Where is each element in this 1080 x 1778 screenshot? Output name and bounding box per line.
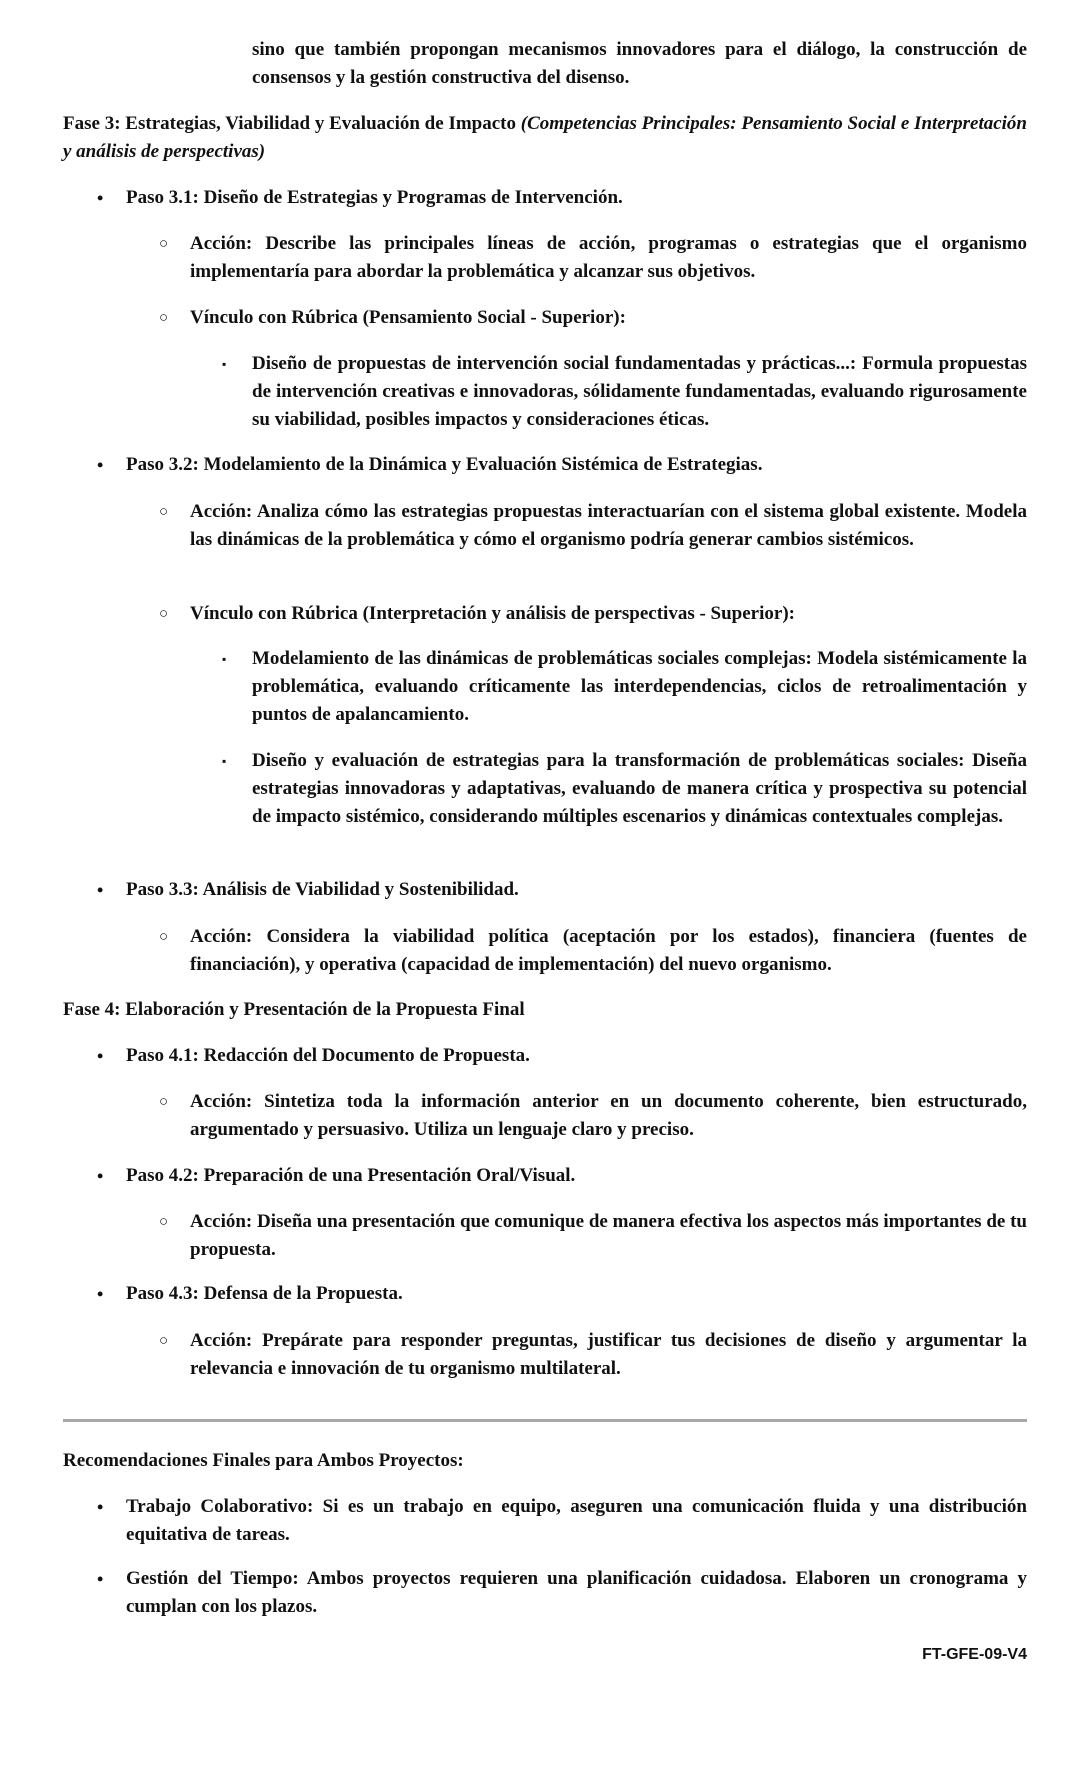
step-3-2-criterion: Diseño y evaluación de estrategias para la transformación de problemáticas sociales: Diseña estrategias innovadoras y adaptativas, evaluando de manera crítica y prospectiva su potencial de impacto sistémico, considerando múltiples escenarios y dinámicas contextuales complejas. (252, 750, 1027, 827)
step-4-1-title: Paso 4.1: Redacción del Documento de Propuesta. (126, 1045, 530, 1066)
square-bullet-icon: ▪ (222, 652, 227, 666)
step-3-2-criterion: Modelamiento de las dinámicas de problemáticas sociales complejas: Modela sistémicamente la problemática, evaluando críticamente las interdependencias, ciclos de retroalimentación y puntos de apalancamiento. (252, 648, 1027, 725)
bullet-icon: • (97, 188, 104, 208)
step-3-1-action: Acción: Describe las principales líneas de acción, programas o estrategias que el organismo implementaría para abordar la problemática y alcanzar sus objetivos. (190, 233, 1027, 282)
square-bullet-icon: ▪ (222, 357, 227, 371)
bullet-icon: • (97, 1046, 104, 1066)
bullet-icon: • (97, 1284, 104, 1304)
horizontal-divider (63, 1419, 1027, 1422)
step-4-2-action: Acción: Diseña una presentación que comunique de manera efectiva los aspectos más importantes de tu propuesta. (190, 1211, 1027, 1260)
phase3-title: Fase 3: Estrategias, Viabilidad y Evaluación de Impacto (63, 113, 516, 134)
step-3-3-action: Acción: Considera la viabilidad política (aceptación por los estados), financiera (fuentes de financiación), y operativa (capacidad de implementación) del nuevo organismo. (190, 926, 1027, 975)
circle-bullet-icon: ○ (159, 929, 169, 945)
intro-continuation: sino que también propongan mecanismos innovadores para el diálogo, la construcción de consensos y la gestión constructiva del disenso. (252, 39, 1027, 88)
document-code: FT-GFE-09-V4 (922, 1646, 1027, 1663)
circle-bullet-icon: ○ (159, 504, 169, 520)
bullet-icon: • (97, 880, 104, 900)
step-4-3-action: Acción: Prepárate para responder preguntas, justificar tus decisiones de diseño y argumentar la relevancia e innovación de tu organismo multilateral. (190, 1330, 1027, 1379)
step-4-1-action: Acción: Sintetiza toda la información anterior en un documento coherente, bien estructurado, argumentado y persuasivo. Utiliza un lenguaje claro y preciso. (190, 1091, 1027, 1140)
recommendation-item: Gestión del Tiempo: Ambos proyectos requieren una planificación cuidadosa. Elaboren un cronograma y cumplan con los plazos. (126, 1568, 1027, 1617)
circle-bullet-icon: ○ (159, 1094, 169, 1110)
step-3-2-rubric: Vínculo con Rúbrica (Interpretación y análisis de perspectivas - Superior): (190, 603, 795, 624)
step-3-1-criterion: Diseño de propuestas de intervención social fundamentadas y prácticas...: Formula propuestas de intervención creativas e innovadoras, sólidamente fundamentadas, evaluando rigurosamente su viabilidad, posibles impactos y consideraciones éticas. (252, 353, 1027, 430)
bullet-icon: • (97, 1166, 104, 1186)
circle-bullet-icon: ○ (159, 310, 169, 326)
step-3-3-title: Paso 3.3: Análisis de Viabilidad y Sostenibilidad. (126, 879, 519, 900)
phase3-competencies: (Competencias Principales: Pensamiento Social e Interpretación y análisis de perspectivas) (63, 113, 1027, 162)
square-bullet-icon: ▪ (222, 754, 227, 768)
phase3-heading (63, 110, 1027, 166)
recommendation-item: Trabajo Colaborativo: Si es un trabajo en equipo, aseguren una comunicación fluida y una distribución equitativa de tareas. (126, 1496, 1027, 1545)
bullet-icon: • (97, 455, 104, 475)
recommendations-title: Recomendaciones Finales para Ambos Proyectos: (63, 1450, 464, 1471)
phase4-title: Fase 4: Elaboración y Presentación de la Propuesta Final (63, 999, 525, 1020)
bullet-icon: • (97, 1497, 104, 1517)
circle-bullet-icon: ○ (159, 1214, 169, 1230)
circle-bullet-icon: ○ (159, 606, 169, 622)
step-3-2-title: Paso 3.2: Modelamiento de la Dinámica y Evaluación Sistémica de Estrategias. (126, 454, 763, 475)
step-3-2-action: Acción: Analiza cómo las estrategias propuestas interactuarían con el sistema global existente. Modela las dinámicas de la problemática y cómo el organismo podría generar cambios sistémicos. (190, 501, 1027, 550)
step-4-3-title: Paso 4.3: Defensa de la Propuesta. (126, 1283, 403, 1304)
circle-bullet-icon: ○ (159, 236, 169, 252)
step-3-1-title: Paso 3.1: Diseño de Estrategias y Programas de Intervención. (126, 187, 623, 208)
bullet-icon: • (97, 1569, 104, 1589)
step-3-1-rubric: Vínculo con Rúbrica (Pensamiento Social - Superior): (190, 307, 626, 328)
circle-bullet-icon: ○ (159, 1333, 169, 1349)
step-4-2-title: Paso 4.2: Preparación de una Presentación Oral/Visual. (126, 1165, 576, 1186)
